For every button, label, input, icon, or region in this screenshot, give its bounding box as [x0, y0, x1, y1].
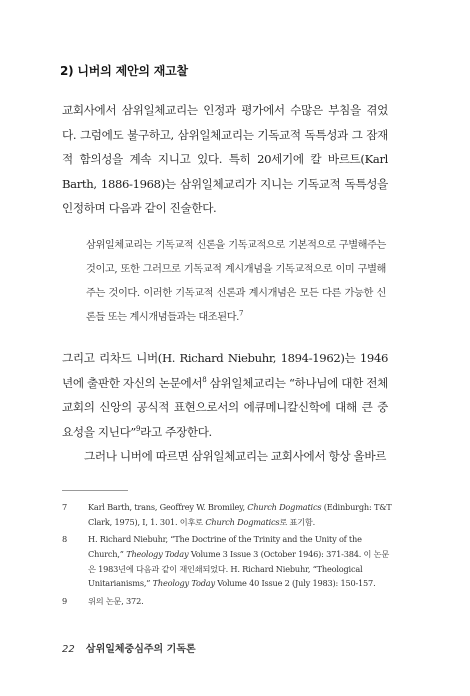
page-number: 22 — [62, 644, 75, 655]
footnote-text: 위의 논문, 372. — [88, 596, 144, 606]
body-paragraph-3 — [62, 444, 388, 469]
footnote-8 — [62, 532, 392, 591]
footnote-number: 9 — [62, 596, 68, 606]
footnote-ref-7[interactable]: 7 — [238, 309, 244, 318]
footnote-number: 8 — [62, 534, 68, 544]
footnote-divider — [62, 490, 128, 491]
section-heading: 2) 니버의 제안의 재고찰 — [60, 64, 188, 78]
body-paragraph-1 — [62, 98, 388, 221]
paragraph-2-text-c: 라고 주장한다. — [140, 424, 212, 439]
quote-text: 삼위일체교리는 기독교적 신론을 기독교적으로 기본적으로 구별해주는 것이고, 또한 그러므로 기독교적 계시개념을 기독교적으로 이미 구별해 주는 것이다. 이러한 기독교적 신론과 계시개념은 모든 다른 가능한 신론들 또는 계시개념들과는 대조된다. — [86, 240, 386, 323]
footnote-9 — [62, 594, 392, 609]
footnote-ref-9[interactable]: 9 — [136, 424, 141, 433]
footnote-ref-8[interactable]: 8 — [202, 375, 207, 384]
page-footer — [62, 640, 196, 655]
footnote-number: 7 — [62, 502, 68, 512]
body-paragraph-2 — [62, 346, 388, 444]
block-quote — [86, 234, 386, 330]
footnote-7 — [62, 500, 392, 530]
paragraph-2-text-b: 삼위일체교리는 “하나님에 대한 전체 교회의 신앙의 공식적 표현으로서의 에큐메니칼신학에 대해 큰 중요성을 지닌다” — [62, 375, 389, 439]
footnote-text: Karl Barth, trans, Geoffrey W. Bromiley, Church Dogmatics (Edinburgh: T&T Clark, 1975), I, 1. 301. 이후로 Church Dogmatics로 표기함. — [88, 502, 392, 527]
footnote-text: H. Richard Niebuhr, “The Doctrine of the Trinity and the Unity of the Church,” Theology Today Volume 3 Issue 3 (October 1946): 371-384. 이 논문은 1983년에 다음과 같이 재인쇄되었다. H. Richard Niebuhr, “Theological Unitarianisms,” Theology Today Volume 40 Issue 2 (July 1983): 150-157. — [88, 534, 390, 589]
book-title: 삼위일체중심주의 기독론 — [85, 644, 196, 655]
paragraph-3-text: 그러나 니버에 따르면 삼위일체교리는 교회사에서 항상 올바르 — [84, 449, 387, 463]
paragraph-2-text-a: 그리고 리차드 니버(H. Richard Niebuhr, 1894-1962)는 1946년에 출판한 자신의 논문에서 — [62, 351, 388, 390]
paragraph-1-text: 교회사에서 삼위일체교리는 인정과 평가에서 수많은 부침을 겪었다. 그럼에도 불구하고, 삼위일체교리는 기독교적 독특성과 그 잠재적 함의성을 계속 지니고 있다. 특히 20세기에 칼 바르트(Karl Barth, 1886-1968)는 삼위일체교리가 지니는 기독교적 독특성을 인정하며 다음과 같이 진술한다. — [62, 103, 388, 216]
